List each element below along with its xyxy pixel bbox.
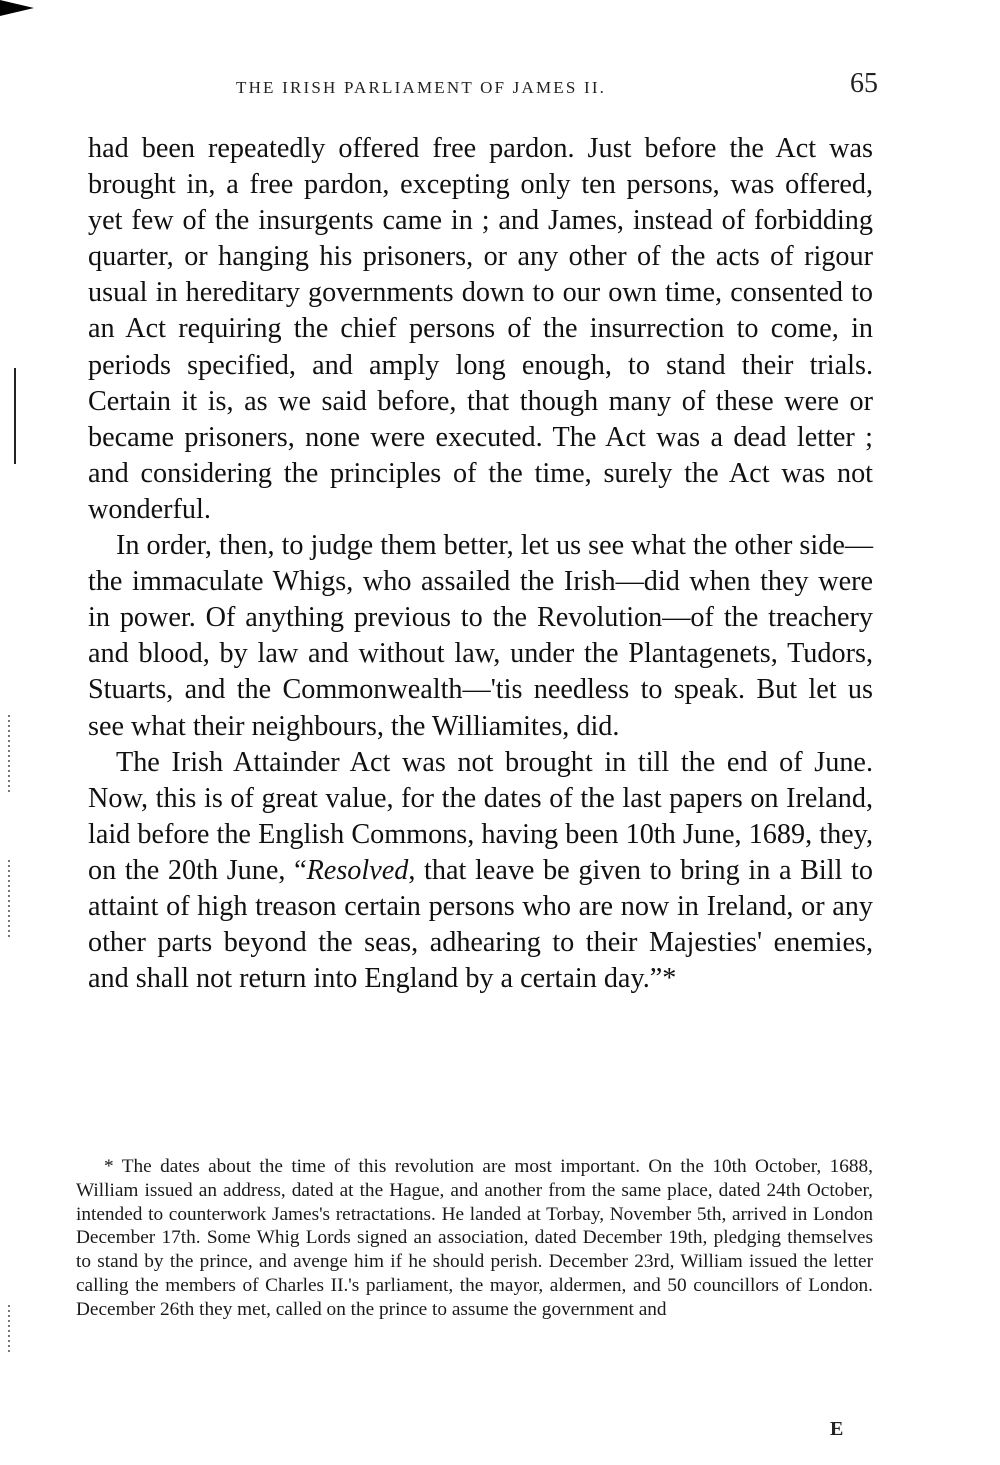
- margin-line: [14, 368, 16, 464]
- paragraph-3-text-start: The Irish Attainder Act was not brought in till the end of June. Now, this is of great value, for the dates of the last papers on Ireland, laid before the English Commons, having been 10th June, 1689, they, on the 20th June, “: [88, 746, 873, 886]
- scan-speck: [8, 860, 10, 940]
- scan-speck: [8, 715, 10, 795]
- paragraph-2: In order, then, to judge them better, let us see what the other side—the immaculate Whigs, who assailed the Irish—did when they were in power. Of anything previous to the Revolution—of the treachery and blood, by law and without law, under the Plantagenets, Tudors, Stuarts, and the Commonwealth—'tis needless to speak. But let us see what their neighbours, the Williamites, did.: [88, 530, 874, 742]
- page-header: [88, 68, 878, 112]
- paragraph-3: [88, 745, 873, 998]
- paragraph-1: had been repeatedly offered free pardon. Just before the Act was brought in, a free pardon, excepting only ten persons, was offered, yet few of the insurgents came in ; and James, instead of forbidding quarter, or hanging his prisoners, or any other of the acts of rigour usual in hereditary governments down to our own time, consented to an Act requiring the chief persons of the insurrection to come, in periods specified, and amply long enough, to stand their trials. Certain it is, as we said before, that though many of these were or became prisoners, none were executed. The Act was a dead letter ; and considering the principles of the time, surely the Act was not wonderful.: [88, 133, 873, 525]
- signature-mark: E: [830, 1418, 844, 1440]
- body-text: [88, 131, 873, 997]
- corner-scan-mark: [0, 0, 34, 16]
- scan-speck: [8, 1305, 10, 1355]
- resolved-italic: Resolved: [306, 854, 409, 886]
- running-head: THE IRISH PARLIAMENT OF JAMES II.: [236, 78, 607, 97]
- page-number: 65: [850, 68, 878, 99]
- footnote: * The dates about the time of this revolution are most important. On the 10th October, 1688, William issued an address, dated at the Hague, and another from the same place, dated 24th October, intended to counterwork James's retractations. He landed at Torbay, November 5th, arrived in London December 17th. Some Whig Lords signed an association, dated December 19th, pledging themselves to stand by the prince, and avenge him if he should perish. December 23rd, William issued the letter calling the members of Charles II.'s parliament, the mayor, aldermen, and 50 councillors of London. December 26th they met, called on the prince to assume the government and: [76, 1156, 873, 1320]
- paragraph-3-text-end: , that leave be given to bring in a Bill to attaint of high treason certain persons who are now in Ireland, or any other parts beyond the seas, adhearing to their Majesties' enemies, and shall not return into England by a certain day.”*: [88, 854, 873, 995]
